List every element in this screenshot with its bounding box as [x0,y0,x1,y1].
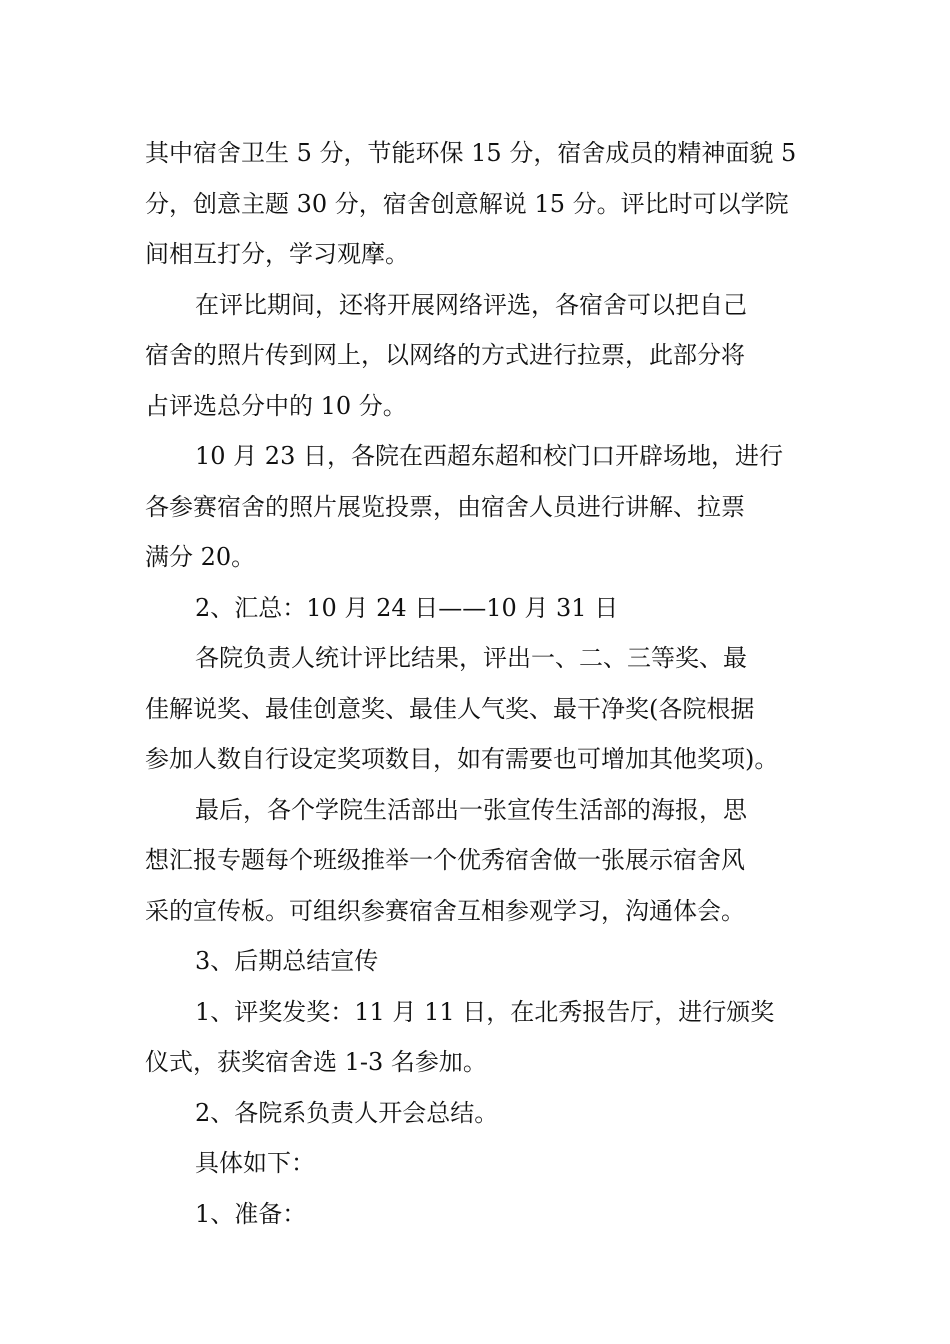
heading-final-summary [145,936,810,987]
paragraph-preparation-heading [145,1189,810,1240]
paragraph-award-ceremony [145,987,810,1088]
text-line: 1、评奖发奖：11 月 11 日，在北秀报告厅，进行颁奖 [195,997,775,1026]
text-line: 各院负责人统计评比结果，评出一、二、三等奖、最 [195,644,747,672]
document-body [145,128,810,1239]
text-line: 各参赛宿舍的照片展览投票，由宿舍人员进行讲解、拉票 [145,492,745,521]
paragraph-meeting-summary [145,1088,810,1139]
text-line: 分，创意主题 30 分，宿舍创意解说 15 分。评比时可以学院 [145,189,789,218]
text-line: 想汇报专题每个班级推举一个优秀宿舍做一张展示宿舍风 [145,846,745,874]
paragraph-details-heading [145,1138,810,1189]
text-line: 1、准备： [195,1199,307,1228]
paragraph-photo-exhibition [145,431,810,583]
text-line: 宿舍的照片传到网上，以网络的方式进行拉票，此部分将 [145,341,745,369]
text-line: 采的宣传板。可组织参赛宿舍互相参观学习，沟通体会。 [145,896,745,925]
paragraph-posters [145,785,810,937]
text-line: 参加人数自行设定奖项数目，如有需要也可增加其他奖项)。 [145,745,779,773]
text-line: 间相互打分，学习观摩。 [145,240,409,268]
text-line: 3、后期总结宣传 [195,947,379,975]
text-line: 其中宿舍卫生 5 分，节能环保 15 分，宿舍成员的精神面貌 5 [145,139,797,167]
heading-summary-period [145,583,810,634]
text-line: 在评比期间，还将开展网络评选，各宿舍可以把自己 [195,290,747,319]
text-line: 10 月 23 日，各院在西超东超和校门口开辟场地，进行 [195,442,783,470]
paragraph-online-voting [145,280,810,432]
paragraph-awards [145,633,810,785]
text-line: 最后，各个学院生活部出一张宣传生活部的海报，思 [195,795,747,824]
text-line: 2、各院系负责人开会总结。 [195,1098,499,1127]
text-line: 仪式，获奖宿舍选 1-3 名参加。 [145,1048,487,1076]
paragraph-scoring-criteria [145,128,810,280]
text-line: 具体如下： [195,1149,315,1177]
text-line: 满分 20。 [145,543,256,571]
text-line: 2、汇总：10 月 24 日——10 月 31 日 [195,593,619,622]
text-line: 佳解说奖、最佳创意奖、最佳人气奖、最干净奖(各院根据 [145,694,755,723]
text-line: 占评选总分中的 10 分。 [145,391,407,420]
